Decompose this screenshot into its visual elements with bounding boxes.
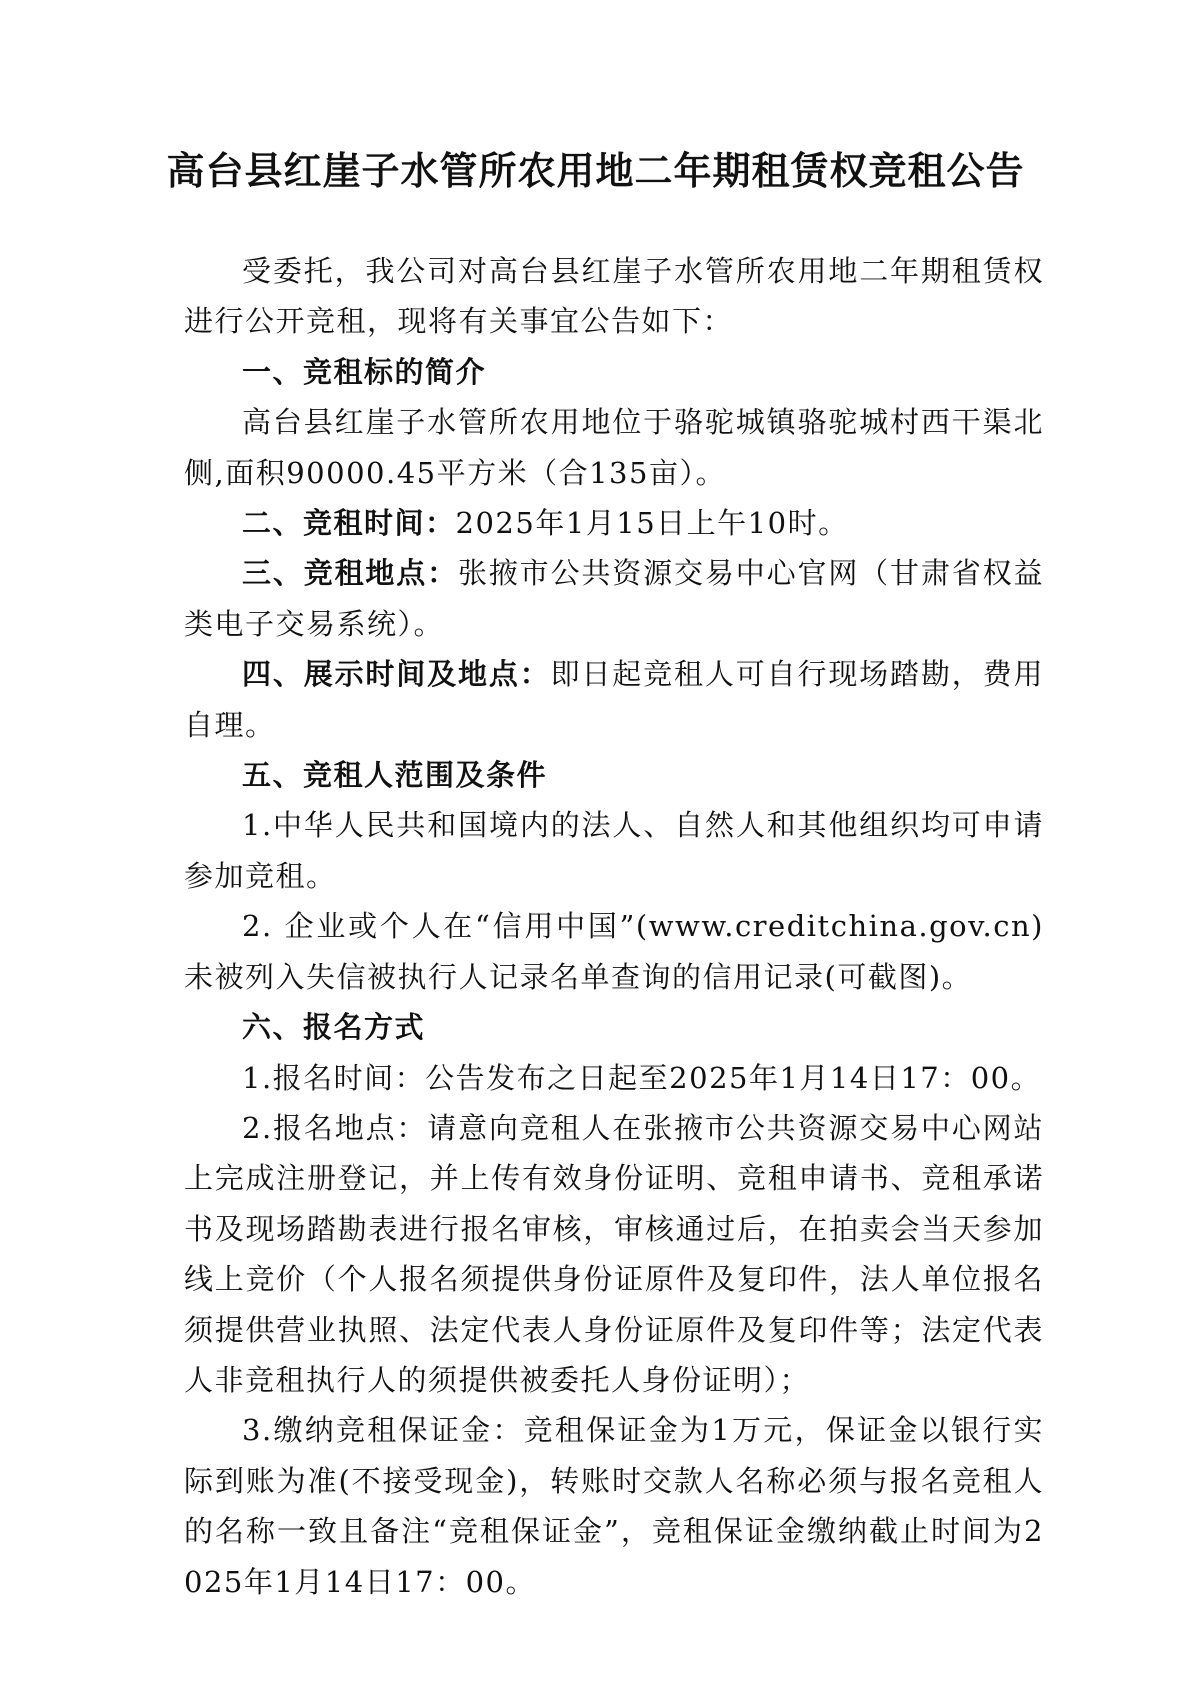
section-2-paragraph (184, 498, 1044, 548)
section-1-text: 高台县红崖子水管所农用地位于骆驼城镇骆驼城村西干渠北侧,面积90000.45平方米（合135亩）。 (184, 405, 1044, 490)
intro-paragraph: 受委托，我公司对高台县红崖子水管所农用地二年期租赁权进行公开竞租，现将有关事宜公告如下： (184, 254, 1044, 339)
section-5-item-1: 1.中华人民共和国境内的法人、自然人和其他组织均可申请参加竞租。 (184, 808, 1044, 893)
section-6-item-1: 1.报名时间：公告发布之日起至2025年1月14日17：00。 (242, 1060, 1042, 1095)
section-1-heading: 一、竞租标的简介 (242, 354, 487, 389)
section-6-heading: 六、报名方式 (242, 1010, 426, 1045)
section-6-item-2: 2.报名地点：请意向竞租人在张掖市公共资源交易中心网站上完成注册登记，并上传有效身份证明、竞租申请书、竞租承诺书及现场踏勘表进行报名审核，审核通过后，在拍卖会当天参加线上竞价（个人报名须提供身份证原件及复印件，法人单位报名须提供营业执照、法定代表人身份证原件及复印件等；法定代表人非竞租执行人的须提供被委托人身份证明）； (184, 1110, 1044, 1397)
section-5-item-2: 2. 企业或个人在“信用中国”(www.creditchina.gov.cn)未被列入失信被执行人记录名单查询的信用记录(可截图)。 (184, 909, 1044, 994)
section-4-label: 四、展示时间及地点： (242, 657, 551, 692)
section-5-heading: 五、竞租人范围及条件 (242, 758, 548, 793)
section-3-paragraph (184, 548, 1044, 649)
document-title: 高台县红崖子水管所农用地二年期租赁权竞租公告 (166, 148, 1025, 193)
section-2-text: 2025年1月15日上午10时。 (455, 506, 849, 541)
section-3-label: 三、竞租地点： (242, 556, 459, 591)
document-body (184, 246, 1044, 1607)
section-2-label: 二、竞租时间： (242, 506, 456, 541)
section-3-text: 张掖市公共资源交易中心官网（甘肃省权益类电子交易系统）。 (184, 556, 1044, 641)
section-4-text: 即日起竞租人可自行现场踏勘，费用自理。 (184, 657, 1044, 742)
section-4-paragraph (184, 649, 1044, 750)
section-6-item-3: 3.缴纳竞租保证金：竞租保证金为1万元，保证金以银行实际到账为准(不接受现金)，转账时交款人名称必须与报名竞租人的名称一致且备注“竞租保证金”，竞租保证金缴纳截止时间为2025年1月14日17：00。 (184, 1413, 1044, 1599)
